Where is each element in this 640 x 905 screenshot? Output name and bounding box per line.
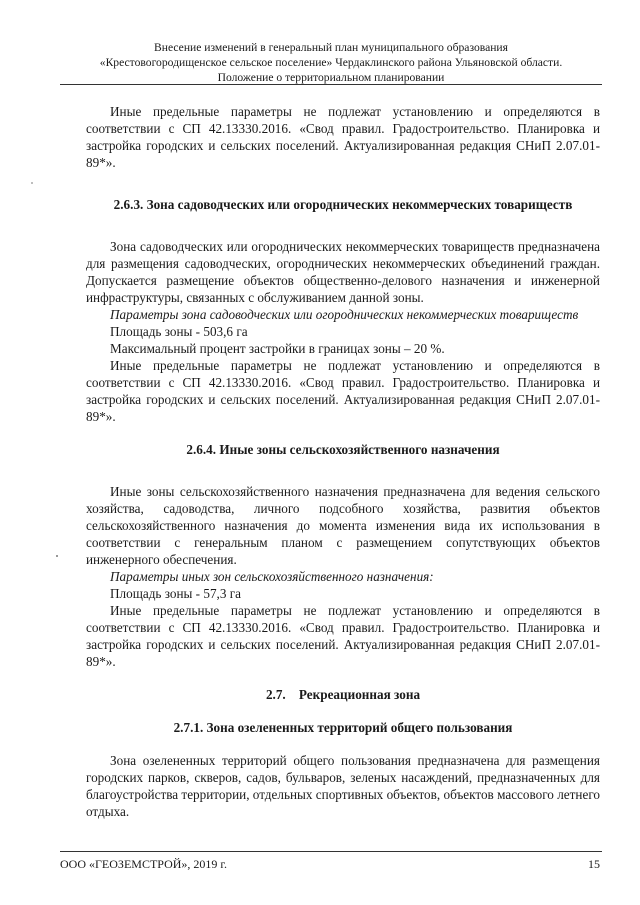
scan-speck — [56, 555, 58, 557]
header-divider — [60, 84, 602, 85]
section-2-6-3-paragraph: Зона садоводческих или огороднических некоммерческих товариществ предназначена для размещения садоводческих, огороднических некоммерческих объединений граждан. Допускается размещение объектов общественно-делового назначения и инженерной инфраструктуры, связанных с обслуживанием данной зоны. — [86, 239, 600, 305]
footer-company: ООО «ГЕОЗЕМСТРОЙ», 2019 г. — [60, 857, 227, 871]
section-2-6-3-params-label: Параметры зона садоводческих или огороднических некоммерческих товариществ — [110, 307, 579, 322]
header-line-2: «Крестовогородищенское сельское поселение» Чердаклинского района Ульяновской области. — [99, 56, 563, 69]
footer-divider — [60, 851, 602, 852]
header-line-3: Положение о территориальном планировании — [217, 71, 445, 84]
page-content — [86, 103, 600, 820]
section-heading-2-7: 2.7. Рекреационная зона — [265, 687, 421, 702]
intro-paragraph: Иные предельные параметры не подлежат установлению и определяются в соответствии с СП 42.13330.2016. «Свод правил. Градостроительство. Планировка и застройка городских и сельских поселений. Актуализированная редакция СНиП 2.07.01-89*». — [86, 104, 600, 170]
section-heading-2-6-4: 2.6.4. Иные зоны сельскохозяйственного назначения — [186, 442, 500, 457]
page-number: 15 — [588, 857, 600, 871]
section-heading-2-7-1: 2.7.1. Зона озелененных территорий общего пользования — [173, 720, 513, 735]
section-2-6-4-paragraph: Иные зоны сельскохозяйственного назначения предназначена для ведения сельского хозяйства, садоводства, личного подсобного хозяйства, развития объектов сельскохозяйственного назначения до момента изменения вида их использования в соответствии с генеральным планом с размещением сопутствующих объектов инженерного обеспечения. — [86, 484, 600, 567]
section-2-6-3-other-params: Иные предельные параметры не подлежат установлению и определяются в соответствии с СП 42.13330.2016. «Свод правил. Градостроительство. Планировка и застройка городских и сельских поселений. Актуализированная редакция СНиП 2.07.01-89*». — [86, 358, 600, 424]
scan-speck — [31, 182, 33, 184]
page-header — [60, 40, 602, 85]
section-2-7-1-paragraph: Зона озелененных территорий общего пользования предназначена для размещения городских парков, скверов, садов, бульваров, зеленых насаждений, предназначенных для благоустройства территории, отдельных спортивных объектов, объектов массового летнего отдыха. — [86, 753, 600, 819]
section-2-6-4-area: Площадь зоны - 57,3 га — [110, 586, 241, 601]
section-2-6-4-other-params: Иные предельные параметры не подлежат установлению и определяются в соответствии с СП 42.13330.2016. «Свод правил. Градостроительство. Планировка и застройка городских и сельских поселений. Актуализированная редакция СНиП 2.07.01-89*». — [86, 603, 600, 669]
section-heading-2-6-3: 2.6.3. Зона садоводческих или огороднических некоммерческих товариществ — [113, 197, 573, 212]
section-2-6-3-max-coverage: Максимальный процент застройки в границах зоны – 20 %. — [110, 341, 445, 356]
header-line-1: Внесение изменений в генеральный план муниципального образования — [154, 41, 508, 54]
section-2-6-4-params-label: Параметры иных зон сельскохозяйственного назначения: — [110, 569, 434, 584]
section-2-6-3-area: Площадь зоны - 503,6 га — [110, 324, 248, 339]
